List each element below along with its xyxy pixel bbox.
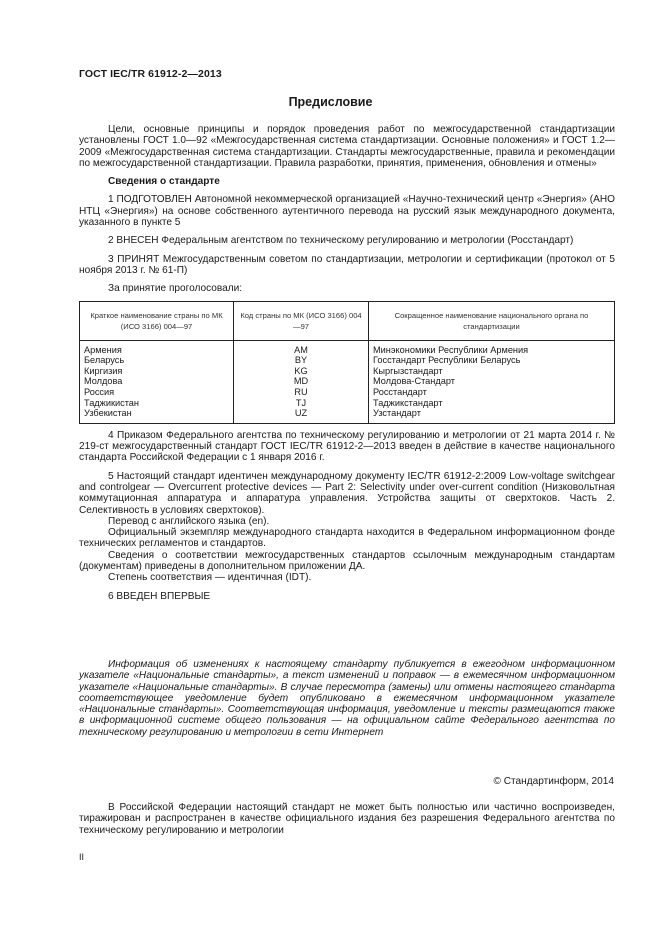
item-6-paragraph: 6 ВВЕДЕН ВПЕРВЫЕ — [108, 590, 211, 602]
item-1-paragraph: 1 ПОДГОТОВЛЕН Автономной некоммерческой организацией «Научно-технический центр «Энергия» (АНО НТЦ «Энергия») на основе собственного аутентичного перевода на русский язык международного документа, указанного в пункте 5 — [79, 194, 615, 229]
page-title: Предисловие — [288, 95, 373, 109]
table-cell-code: BY — [234, 355, 369, 366]
reproduction-notice-text: В Российской Федерации настоящий стандарт не может быть полностью или частично воспроизведен, тиражирован и распространен в качестве официального издания без разрешения Федерального агентства по техническому регулированию и метрологии — [79, 802, 615, 836]
table-header-country: Краткое наименование страны по МК (ИСО 3166) 004—97 — [80, 301, 234, 340]
table-cell-code: KG — [234, 366, 369, 377]
item-5-official-copy: Официальный экземпляр международного стандарта находится в Федеральном информационном фонде технических регламентов и стандартов. — [79, 527, 615, 550]
item-5-degree: Степень соответствия — идентичная (IDT). — [108, 572, 312, 584]
table-cell-body: Госстандарт Республики Беларусь — [369, 355, 615, 366]
table-cell-body: Минэкономики Республики Армения — [369, 340, 615, 355]
table-cell-country: Молдова — [80, 376, 234, 387]
table-header-body: Сокращенное наименование национального органа по стандартизации — [369, 301, 615, 340]
table-row — [80, 340, 615, 355]
table-cell-country: Беларусь — [80, 355, 234, 366]
info-notice-text: Информация об изменениях к настоящему стандарту публикуется в ежегодном информационном указателе «Национальные стандарты», а текст изменений и поправок — в ежемесячном информационном указателе «Национальные стандарты». В случае пересмотра (замены) или отмены настоящего стандарта соответствующее уведомление будет опубликовано в ежемесячном информационном указателе «Национальные стандарты». Соответствующая информация, уведомление и тексты размещаются также в информационной системе общего пользования — на официальном сайте Федерального агентства по техническому регулированию и метрологии в сети Интернет — [79, 659, 615, 738]
item-2-paragraph: 2 ВНЕСЕН Федеральным агентством по техническому регулированию и метрологии (Росстандарт) — [108, 235, 574, 247]
table-cell-country: Россия — [80, 387, 234, 398]
item-5-paragraph: 5 Настоящий стандарт идентичен международному документу IEC/TR 61912-2:2009 Low-voltage switchgear and controlgear — Overcurrent protective devices — Part 2: Selectivity under over-current condition (Низковольтная коммутационная аппаратура и аппаратура управления. Устройства защиты от сверхтоков. Часть 2. Селективность в условиях сверхтоков). — [79, 470, 615, 516]
table-row — [80, 366, 615, 377]
table-cell-country: Армения — [80, 340, 234, 355]
table-cell-body: Узстандарт — [369, 408, 615, 423]
table-cell-body: Росстандарт — [369, 387, 615, 398]
table-row — [80, 387, 615, 398]
table-cell-country: Киргизия — [80, 366, 234, 377]
item-4-paragraph: 4 Приказом Федерального агентства по техническому регулированию и метрологии от 21 марта 2014 г. № 219-ст межгосударственный стандарт ГОСТ IEC/TR 61912-2—2013 введен в действие в качестве национального стандарта Российской Федерации с 1 января 2016 г. — [79, 429, 615, 464]
intro-paragraph: Цели, основные принципы и порядок проведения работ по межгосударственной стандартизации установлены ГОСТ 1.0—92 «Межгосударственная система стандартизации. Основные положения» и ГОСТ 1.2—2009 «Межгосударственная система стандартизации. Стандарты межгосударственные, правила и рекомендации по межгосударственной стандартизации. Правила разработки, принятия, применения, обновления и отмены» — [79, 124, 615, 169]
table-cell-country: Таджикистан — [80, 398, 234, 409]
item-5-references: Сведения о соответствии межгосударственных стандартов ссылочным международным стандартам (документам) приведены в дополнительном приложении ДА. — [79, 549, 615, 572]
info-notice-block — [79, 659, 615, 738]
voting-table — [79, 301, 615, 424]
item-3-paragraph: 3 ПРИНЯТ Межгосударственным советом по стандартизации, метрологии и сертификации (протокол от 5 ноября 2013 г. № 61-П) — [79, 253, 615, 276]
table-cell-body: Таджикстандарт — [369, 398, 615, 409]
table-header-row — [80, 301, 615, 340]
document-header: ГОСТ IEC/TR 61912-2—2013 — [79, 68, 222, 80]
table-cell-code: MD — [234, 376, 369, 387]
page-number: II — [79, 852, 85, 862]
table-cell-code: TJ — [234, 398, 369, 409]
table-cell-code: AM — [234, 340, 369, 355]
main-content — [79, 124, 615, 609]
copyright-line: © Стандартинформ, 2014 — [493, 776, 614, 787]
table-row — [80, 398, 615, 409]
table-row — [80, 355, 615, 366]
table-row — [80, 408, 615, 423]
item-5-language: Перевод с английского языка (en). — [108, 515, 270, 527]
table-cell-code: RU — [234, 387, 369, 398]
section-heading: Сведения о стандарте — [108, 176, 220, 188]
table-cell-code: UZ — [234, 408, 369, 423]
table-row — [80, 376, 615, 387]
reproduction-notice — [79, 802, 615, 836]
table-cell-country: Узбекистан — [80, 408, 234, 423]
table-header-code: Код страны по МК (ИСО 3166) 004—97 — [234, 301, 369, 340]
table-cell-body: Кыргызстандарт — [369, 366, 615, 377]
voted-label: За принятие проголосовали: — [108, 283, 243, 295]
table-cell-body: Молдова-Стандарт — [369, 376, 615, 387]
